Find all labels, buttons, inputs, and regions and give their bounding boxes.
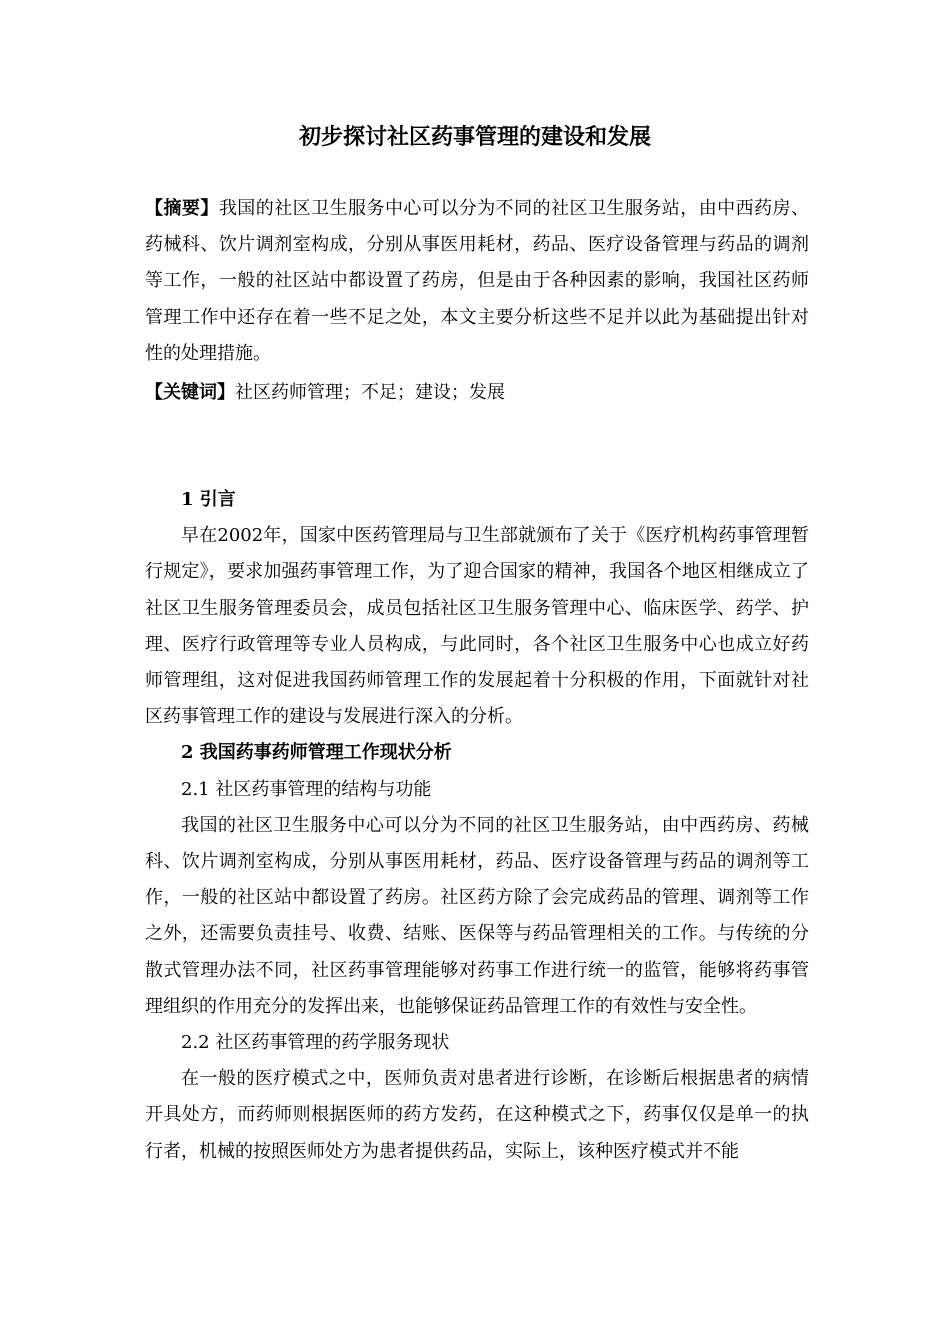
subsection-2-2-paragraph: 在一般的医疗模式之中，医师负责对患者进行诊断，在诊断后根据患者的病情开具处方，而药师则根据医师的药方发药，在这种模式之下，药事仅仅是单一的执行者，机械的按照医师处方为患者提供药品，实际上，该种医疗模式并不能: [145, 1068, 809, 1162]
section-heading-2: 2 我国药事药师管理工作现状分析: [181, 742, 452, 764]
abstract-paragraph: [145, 191, 809, 372]
subsection-heading-2-1: 2.1 社区药事管理的结构与功能: [181, 778, 432, 800]
keywords-block: [145, 375, 809, 411]
section-heading-1: 1 引言: [181, 489, 236, 510]
subsection-2-1-paragraph: 我国的社区卫生服务中心可以分为不同的社区卫生服务站，由中西药房、药械科、饮片调剂室构成，分别从事医用耗材，药品、医疗设备管理与药品的调剂等工作，一般的社区站中都设置了药房。社区药方除了会完成药品的管理、调剂等工作之外，还需要负责挂号、收费、结账、医保等与药品管理相关的工作。与传统的分散式管理办法不同，社区药事管理能够对药事工作进行统一的监管，能够将药事管理组织的作用充分的发挥出来，也能够保证药品管理工作的有效性与安全性。: [145, 814, 809, 1017]
abstract-text: 我国的社区卫生服务中心可以分为不同的社区卫生服务站，由中西药房、药械科、饮片调剂室构成，分别从事医用耗材，药品、医疗设备管理与药品的调剂等工作，一般的社区站中都设置了药房，但是由于各种因素的影响，我国社区药师管理工作中还存在着一些不足之处，本文主要分析这些不足并以此为基础提出针对性的处理措施。: [145, 198, 809, 364]
main-body: [145, 482, 809, 1170]
document-title: 初步探讨社区药事管理的建设和发展: [298, 124, 651, 150]
keywords-text: 社区药师管理；不足；建设；发展: [235, 382, 505, 403]
keywords-label: 【关键词】: [145, 382, 235, 403]
keywords-paragraph: [145, 375, 809, 411]
abstract-label: 【摘要】: [145, 198, 219, 219]
subsection-heading-2-2: 2.2 社区药事管理的药学服务现状: [181, 1032, 450, 1054]
abstract-block: [145, 191, 809, 372]
section-1-paragraph: 早在2002年，国家中医药管理局与卫生部就颁布了关于《医疗机构药事管理暂行规定》，要求加强药事管理工作，为了迎合国家的精神，我国各个地区相继成立了社区卫生服务管理委员会，成员包括社区卫生服务管理中心、临床医学、药学、护理、医疗行政管理等专业人员构成，与此同时，各个社区卫生服务中心也成立好药师管理组，这对促进我国药师管理工作的发展起着十分积极的作用，下面就针对社区药事管理工作的建设与发展进行深入的分析。: [145, 525, 809, 728]
